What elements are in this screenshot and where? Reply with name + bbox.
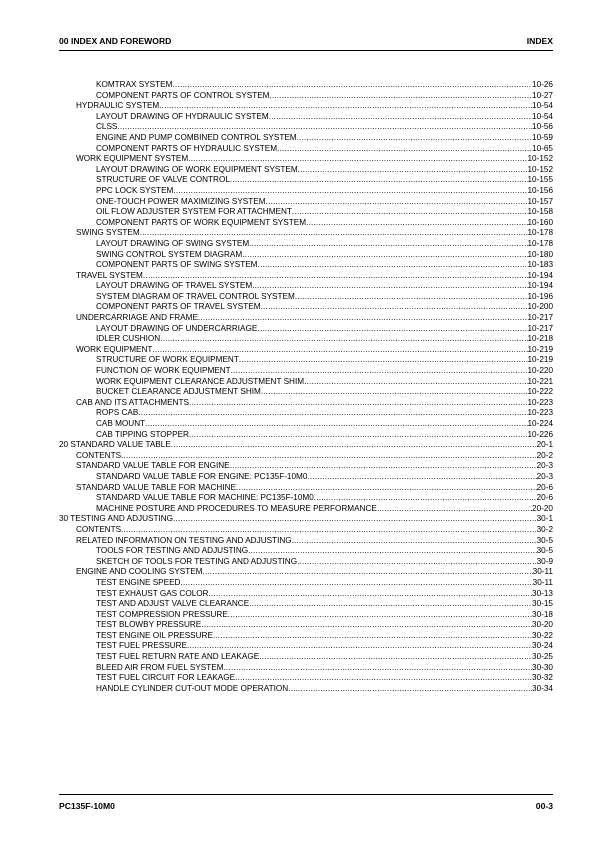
- toc-leader-dots: [188, 154, 527, 165]
- toc-entry-page: 20-2: [536, 450, 553, 460]
- toc-entry: [59, 589, 553, 600]
- toc-entry-title: CAB AND ITS ATTACHMENTS: [76, 397, 189, 407]
- toc-entry: [59, 324, 553, 335]
- toc-leader-dots: [172, 80, 532, 91]
- toc-entry: [59, 366, 553, 377]
- toc-leader-dots: [307, 472, 536, 483]
- toc-entry-page: 30-25: [532, 652, 553, 662]
- toc-entry-page: 10-219: [527, 355, 553, 365]
- toc-entry-title: SWING SYSTEM: [76, 228, 140, 238]
- toc-entry-page: 10-183: [527, 260, 553, 270]
- toc-leader-dots: [306, 218, 527, 229]
- toc-entry-page: 30-32: [532, 673, 553, 683]
- toc-leader-dots: [288, 684, 532, 695]
- toc-leader-dots: [198, 313, 528, 324]
- footer-model: PC135F-10M0: [59, 801, 115, 811]
- toc-leader-dots: [377, 504, 532, 515]
- toc-entry-page: 10-194: [527, 281, 553, 291]
- toc-entry-page: 10-65: [532, 143, 553, 153]
- toc-entry-title: LAYOUT DRAWING OF HYDRAULIC SYSTEM: [96, 111, 269, 121]
- toc-leader-dots: [252, 281, 527, 292]
- toc-entry: [59, 641, 553, 652]
- toc-entry: [59, 514, 553, 525]
- toc-leader-dots: [159, 101, 532, 112]
- toc-leader-dots: [224, 663, 533, 674]
- toc-entry-title: BLEED AIR FROM FUEL SYSTEM: [96, 662, 224, 672]
- toc-entry-page: 20-1: [536, 440, 553, 450]
- toc-entry-page: 20-20: [532, 503, 553, 513]
- header-rule: [59, 50, 553, 51]
- toc-entry: [59, 281, 553, 292]
- toc-leader-dots: [269, 91, 532, 102]
- toc-entry-title: ROPS CAB: [96, 408, 139, 418]
- toc-entry-page: 10-26: [532, 80, 553, 89]
- toc-entry: [59, 398, 553, 409]
- footer-rule: [59, 794, 553, 795]
- toc-leader-dots: [140, 228, 528, 239]
- toc-entry: [59, 663, 553, 674]
- toc-entry: [59, 313, 553, 324]
- toc-entry: [59, 652, 553, 663]
- toc-entry-page: 10-220: [527, 366, 553, 376]
- toc-entry-title: STANDARD VALUE TABLE FOR ENGINE: [76, 461, 230, 471]
- toc-entry: [59, 684, 553, 695]
- page-header: [59, 34, 553, 48]
- toc-leader-dots: [173, 514, 537, 525]
- toc-entry-title: CAB MOUNT: [96, 419, 146, 428]
- toc-entry-title: STANDARD VALUE TABLE FOR MACHINE: [76, 482, 236, 492]
- toc-entry: [59, 578, 553, 589]
- toc-entry-page: 10-196: [527, 291, 553, 301]
- toc-entry-page: 10-156: [527, 185, 553, 195]
- toc-entry-title: LAYOUT DRAWING OF SWING SYSTEM: [96, 238, 250, 248]
- toc-entry: [59, 260, 553, 271]
- toc-entry-title: 30 TESTING AND ADJUSTING: [59, 514, 174, 524]
- toc-entry-page: 10-56: [532, 122, 553, 132]
- toc-leader-dots: [249, 599, 532, 610]
- toc-entry-title: TEST BLOWBY PRESSURE: [96, 620, 202, 630]
- toc-entry: [59, 567, 553, 578]
- toc-leader-dots: [277, 144, 532, 155]
- toc-entry-title: ENGINE AND COOLING SYSTEM: [76, 567, 203, 577]
- toc-entry-title: LAYOUT DRAWING OF TRAVEL SYSTEM: [96, 281, 253, 291]
- toc-leader-dots: [117, 122, 532, 133]
- toc-entry-title: SYSTEM DIAGRAM OF TRAVEL CONTROL SYSTEM: [96, 291, 295, 301]
- toc-entry: [59, 419, 553, 430]
- toc-leader-dots: [138, 408, 527, 419]
- toc-entry: [59, 387, 553, 398]
- toc-entry: [59, 440, 553, 451]
- header-section-title: 00 INDEX AND FOREWORD: [59, 36, 172, 46]
- toc-entry-page: 10-226: [527, 429, 553, 439]
- toc-entry: [59, 536, 553, 547]
- toc-entry-title: COMPONENT PARTS OF TRAVEL SYSTEM: [96, 302, 261, 312]
- toc-leader-dots: [121, 451, 537, 462]
- toc-leader-dots: [261, 302, 528, 313]
- toc-entry-page: 10-180: [527, 249, 553, 259]
- toc-leader-dots: [242, 250, 527, 261]
- toc-entry-title: COMPONENT PARTS OF SWING SYSTEM: [96, 260, 258, 270]
- toc-entry-title: STRUCTURE OF WORK EQUIPMENT: [96, 355, 239, 365]
- toc-entry: [59, 525, 553, 536]
- toc-entry-page: 20-6: [536, 482, 553, 492]
- toc-entry-title: STRUCTURE OF VALVE CONTROL: [96, 175, 230, 185]
- header-index-label: INDEX: [526, 36, 553, 46]
- toc-leader-dots: [259, 652, 532, 663]
- toc-entry: [59, 334, 553, 345]
- toc-entry-page: 30-15: [532, 599, 553, 609]
- toc-entry-page: 10-217: [527, 313, 553, 323]
- toc-leader-dots: [201, 620, 532, 631]
- toc-entry-page: 10-218: [527, 334, 553, 344]
- toc-entry-title: COMPONENT PARTS OF HYDRAULIC SYSTEM: [96, 143, 278, 153]
- toc-leader-dots: [145, 419, 527, 430]
- toc-leader-dots: [258, 260, 528, 271]
- toc-entry-page: 30-11: [532, 567, 553, 577]
- footer-page-number: 00-3: [535, 801, 553, 811]
- toc-entry: [59, 557, 553, 568]
- toc-entry-title: STANDARD VALUE TABLE FOR ENGINE: PC135F-10M0: [96, 471, 308, 481]
- toc-entry-title: KOMTRAX SYSTEM: [96, 80, 173, 89]
- toc-entry-title: TEST FUEL PRESSURE: [96, 641, 187, 651]
- toc-entry: [59, 610, 553, 621]
- toc-entry-page: 10-158: [527, 207, 553, 217]
- toc-leader-dots: [187, 641, 532, 652]
- toc-entry-page: 10-160: [527, 217, 553, 227]
- toc-entry: [59, 620, 553, 631]
- toc-entry: [59, 599, 553, 610]
- toc-entry: [59, 483, 553, 494]
- toc-entry: [59, 451, 553, 462]
- toc-leader-dots: [295, 292, 528, 303]
- toc-entry: [59, 175, 553, 186]
- toc-entry-page: 10-194: [527, 270, 553, 280]
- toc-entry-page: 10-223: [527, 397, 553, 407]
- toc-entry-page: 20-6: [536, 493, 553, 503]
- toc-entry-title: WORK EQUIPMENT: [76, 344, 153, 354]
- toc-leader-dots: [249, 239, 527, 250]
- toc-entry-page: 30-30: [532, 662, 553, 672]
- toc-entry-title: CAB TIPPING STOPPER: [96, 429, 189, 439]
- toc-entry-title: SWING CONTROL SYSTEM DIAGRAM: [96, 249, 243, 259]
- toc-leader-dots: [261, 387, 528, 398]
- toc-entry: [59, 207, 553, 218]
- toc-leader-dots: [180, 578, 532, 589]
- toc-entry-title: HYDRAULIC SYSTEM: [76, 101, 160, 111]
- toc-entry-title: CONTENTS: [76, 524, 122, 534]
- toc-entry: [59, 101, 553, 112]
- toc-entry-page: 30-24: [532, 641, 553, 651]
- toc-leader-dots: [189, 398, 528, 409]
- toc-entry-title: STANDARD VALUE TABLE FOR MACHINE: PC135F-10M0: [96, 493, 314, 503]
- toc-leader-dots: [314, 493, 537, 504]
- toc-entry-title: IDLER CUSHION: [96, 334, 161, 344]
- toc-leader-dots: [189, 430, 528, 441]
- toc-entry-title: OIL FLOW ADJUSTER SYSTEM FOR ATTACHMENT: [96, 207, 292, 217]
- toc-leader-dots: [235, 673, 532, 684]
- toc-entry-page: 20-3: [536, 471, 553, 481]
- toc-entry-title: MACHINE POSTURE AND PROCEDURES TO MEASURE PERFORMANCE: [96, 503, 377, 513]
- toc-entry-page: 10-157: [527, 196, 553, 206]
- toc-entry-page: 10-178: [527, 228, 553, 238]
- toc-entry-page: 30-2: [536, 524, 553, 534]
- toc-leader-dots: [213, 631, 532, 642]
- toc-leader-dots: [230, 461, 537, 472]
- toc-leader-dots: [304, 377, 527, 388]
- toc-entry-title: CLSS: [96, 122, 118, 132]
- toc-leader-dots: [236, 483, 537, 494]
- toc-entry-page: 10-219: [527, 344, 553, 354]
- toc-entry-title: TEST COMPRESSION PRESSURE: [96, 609, 228, 619]
- toc-entry-title: COMPONENT PARTS OF WORK EQUIPMENT SYSTEM: [96, 217, 307, 227]
- table-of-contents: [59, 80, 553, 694]
- page-footer: [59, 799, 553, 813]
- toc-entry-title: HANDLE CYLINDER CUT-OUT MODE OPERATION: [96, 683, 289, 693]
- toc-entry: [59, 218, 553, 229]
- toc-entry: [59, 504, 553, 515]
- toc-entry-page: 10-223: [527, 408, 553, 418]
- toc-entry-title: LAYOUT DRAWING OF WORK EQUIPMENT SYSTEM: [96, 164, 298, 174]
- toc-leader-dots: [257, 324, 527, 335]
- toc-entry-page: 10-155: [527, 175, 553, 185]
- toc-entry-page: 20-3: [536, 461, 553, 471]
- toc-entry: [59, 122, 553, 133]
- toc-leader-dots: [152, 345, 527, 356]
- toc-leader-dots: [239, 355, 528, 366]
- toc-entry: [59, 165, 553, 176]
- toc-entry: [59, 186, 553, 197]
- toc-entry: [59, 197, 553, 208]
- toc-entry-page: 10-222: [527, 387, 553, 397]
- toc-entry: [59, 461, 553, 472]
- toc-entry-page: 10-152: [527, 154, 553, 164]
- toc-entry-page: 30-5: [536, 535, 553, 545]
- toc-entry-title: TEST ENGINE SPEED: [96, 577, 181, 587]
- toc-entry-page: 30-13: [532, 588, 553, 598]
- toc-entry-title: ONE-TOUCH POWER MAXIMIZING SYSTEM: [96, 196, 266, 206]
- toc-leader-dots: [143, 271, 528, 282]
- toc-entry-title: TOOLS FOR TESTING AND ADJUSTING: [96, 546, 249, 556]
- toc-entry-page: 10-224: [527, 419, 553, 428]
- toc-entry-title: TEST FUEL CIRCUIT FOR LEAKAGE: [96, 673, 236, 683]
- toc-leader-dots: [248, 546, 537, 557]
- toc-entry-title: 20 STANDARD VALUE TABLE: [59, 440, 171, 450]
- toc-leader-dots: [269, 112, 532, 123]
- toc-entry: [59, 355, 553, 366]
- toc-entry-title: SKETCH OF TOOLS FOR TESTING AND ADJUSTING: [96, 556, 298, 566]
- toc-entry: [59, 239, 553, 250]
- toc-entry-page: 10-200: [527, 302, 553, 312]
- toc-entry-page: 10-27: [532, 90, 553, 100]
- toc-entry-title: WORK EQUIPMENT CLEARANCE ADJUSTMENT SHIM: [96, 376, 305, 386]
- toc-entry: [59, 673, 553, 684]
- toc-leader-dots: [209, 589, 533, 600]
- toc-entry: [59, 292, 553, 303]
- toc-leader-dots: [292, 536, 537, 547]
- toc-entry: [59, 377, 553, 388]
- toc-entry-page: 30-5: [536, 546, 553, 556]
- toc-entry-title: ENGINE AND PUMP COMBINED CONTROL SYSTEM: [96, 132, 297, 142]
- toc-entry-title: BUCKET CLEARANCE ADJUSTMENT SHIM: [96, 387, 261, 397]
- toc-leader-dots: [171, 440, 537, 451]
- toc-entry: [59, 112, 553, 123]
- toc-entry-page: 30-1: [536, 514, 553, 524]
- toc-entry-page: 10-178: [527, 238, 553, 248]
- toc-entry-page: 10-54: [532, 101, 553, 111]
- toc-entry: [59, 154, 553, 165]
- toc-entry-title: RELATED INFORMATION ON TESTING AND ADJUSTING: [76, 535, 292, 545]
- toc-entry: [59, 472, 553, 483]
- toc-entry: [59, 271, 553, 282]
- toc-entry-page: 30-22: [532, 630, 553, 640]
- toc-entry-title: CONTENTS: [76, 450, 122, 460]
- toc-entry: [59, 80, 553, 91]
- toc-entry-title: PPC LOCK SYSTEM: [96, 185, 174, 195]
- toc-entry-page: 10-54: [532, 111, 553, 121]
- toc-entry-title: TEST EXHAUST GAS COLOR: [96, 588, 209, 598]
- toc-entry: [59, 250, 553, 261]
- toc-entry: [59, 408, 553, 419]
- toc-entry-page: 30-20: [532, 620, 553, 630]
- toc-entry-page: 30-9: [536, 556, 553, 566]
- toc-entry: [59, 345, 553, 356]
- toc-leader-dots: [297, 133, 532, 144]
- toc-entry-page: 30-11: [532, 577, 553, 587]
- toc-leader-dots: [231, 366, 528, 377]
- toc-entry: [59, 546, 553, 557]
- toc-entry-title: UNDERCARRIAGE AND FRAME: [76, 313, 198, 323]
- toc-entry-page: 10-152: [527, 164, 553, 174]
- toc-leader-dots: [298, 165, 528, 176]
- toc-entry-page: 10-59: [532, 132, 553, 142]
- toc-entry-page: 10-221: [527, 376, 553, 386]
- toc-leader-dots: [173, 186, 527, 197]
- toc-entry-page: 30-34: [532, 683, 553, 693]
- toc-leader-dots: [297, 557, 537, 568]
- toc-leader-dots: [160, 334, 527, 345]
- toc-entry: [59, 133, 553, 144]
- toc-entry-title: TEST ENGINE OIL PRESSURE: [96, 630, 213, 640]
- toc-entry-page: 10-217: [527, 323, 553, 333]
- toc-entry-title: LAYOUT DRAWING OF UNDERCARRIAGE: [96, 323, 258, 333]
- toc-leader-dots: [230, 175, 528, 186]
- toc-entry-title: FUNCTION OF WORK EQUIPMENT: [96, 366, 231, 376]
- toc-leader-dots: [121, 525, 537, 536]
- toc-entry-page: 30-18: [532, 609, 553, 619]
- toc-entry-title: TEST FUEL RETURN RATE AND LEAKAGE: [96, 652, 260, 662]
- toc-entry: [59, 228, 553, 239]
- toc-entry: [59, 631, 553, 642]
- toc-entry-title: TEST AND ADJUST VALVE CLEARANCE: [96, 599, 250, 609]
- toc-entry-title: TRAVEL SYSTEM: [76, 270, 143, 280]
- toc-entry: [59, 302, 553, 313]
- toc-entry-title: WORK EQUIPMENT SYSTEM: [76, 154, 189, 164]
- toc-entry: [59, 91, 553, 102]
- toc-leader-dots: [292, 207, 528, 218]
- toc-leader-dots: [202, 567, 532, 578]
- toc-entry: [59, 144, 553, 155]
- toc-entry-title: COMPONENT PARTS OF CONTROL SYSTEM: [96, 90, 270, 100]
- toc-entry: [59, 493, 553, 504]
- toc-leader-dots: [266, 197, 528, 208]
- toc-entry: [59, 430, 553, 441]
- toc-leader-dots: [228, 610, 532, 621]
